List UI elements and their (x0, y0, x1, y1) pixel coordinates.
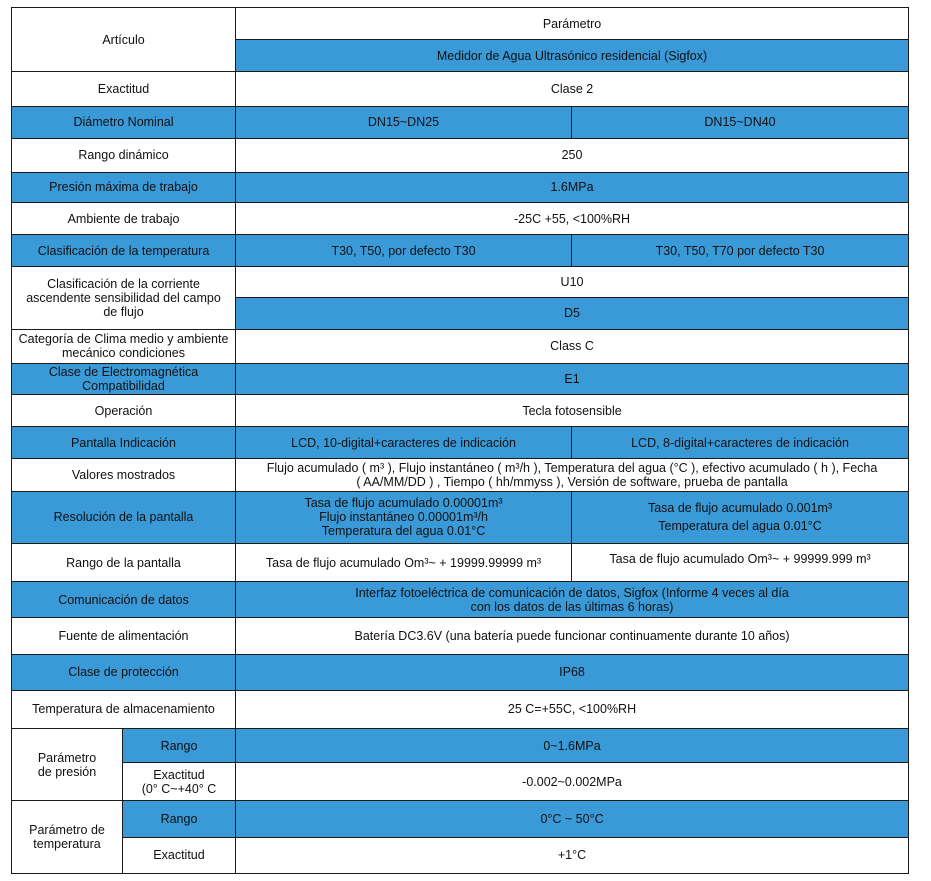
value-resolucion-a-line-2: Flujo instantáneo 0.00001m³/h (319, 510, 488, 525)
value-clasif-temp-a: T30, T50, por defecto T30 (236, 235, 572, 267)
value-rango-pantalla-a: Tasa de flujo acumulado Om³~ + 19999.99999 m³ (236, 543, 572, 581)
label-clima (12, 329, 236, 363)
value-fuente: Batería DC3.6V (una batería puede funcionar continuamente durante 10 años) (236, 618, 909, 654)
label-ambiente: Ambiente de trabajo (12, 203, 236, 235)
value-valores-line-1: Flujo acumulado ( m³ ), Flujo instantáneo ( m³/h ), Temperatura del agua (°C ), efectivo acumulado ( h ), Fecha (266, 461, 878, 476)
label-clasif-corriente-line-3: de flujo (103, 305, 144, 320)
value-diametro-a: DN15~DN25 (236, 106, 572, 138)
label-resolucion: Resolución de la pantalla (12, 491, 236, 543)
value-resolucion-b-line-1: Tasa de flujo acumulado 0.001m³ (647, 501, 833, 516)
label-presion-max: Presión máxima de trabajo (12, 172, 236, 202)
label-temp-exactitud: Exactitud (123, 837, 236, 873)
value-resolucion-a-line-1: Tasa de flujo acumulado 0.00001m³ (304, 496, 503, 511)
label-fuente: Fuente de alimentación (12, 618, 236, 654)
value-resolucion-a (236, 491, 572, 543)
value-rango-pantalla-b: Tasa de flujo acumulado Om³~ + 99999.999 m³ (572, 543, 909, 581)
spec-table (11, 7, 909, 874)
label-diametro: Diámetro Nominal (12, 106, 236, 138)
label-clasif-corriente-line-1: Clasificación de la corriente (47, 277, 200, 292)
value-comunicacion (236, 582, 909, 618)
label-exactitud: Exactitud (12, 72, 236, 106)
value-valores-line-2: ( AA/MM/DD ) , Tiempo ( hh/mmyss ), Versión de software, prueba de pantalla (356, 475, 788, 490)
label-electromag (12, 363, 236, 394)
value-temp-rango: 0°C ~ 50°C (236, 801, 909, 837)
label-presion-exactitud (123, 763, 236, 801)
label-electromag-line-2: Compatibilidad (82, 379, 165, 394)
label-proteccion: Clase de protección (12, 654, 236, 690)
label-clima-line-2: mecánico condiciones (62, 346, 185, 361)
label-param-temp-line-2: temperatura (33, 837, 101, 852)
value-clima: Class C (236, 329, 909, 363)
value-presion-exactitud: -0.002~0.002MPa (236, 763, 909, 801)
value-valores (236, 459, 909, 491)
label-clasif-temp: Clasificación de la temperatura (12, 235, 236, 267)
value-ambiente: -25C +55, <100%RH (236, 203, 909, 235)
label-param-presion-line-1: Parámetro (37, 750, 97, 765)
value-presion-rango: 0~1.6MPa (236, 728, 909, 762)
label-clasif-corriente-line-2: ascendente sensibilidad del campo (26, 291, 221, 306)
value-diametro-b: DN15~DN40 (572, 106, 909, 138)
value-resolucion-b-line-2: Temperatura del agua 0.01°C (658, 519, 822, 534)
label-param-presion-line-2: de presión (37, 764, 97, 779)
value-presion-max: 1.6MPa (236, 172, 909, 202)
label-electromag-line-1: Clase de Electromagnética (48, 365, 199, 380)
label-clasif-corriente (12, 267, 236, 329)
value-rango-dinamico: 250 (236, 138, 909, 172)
header-parametro: Parámetro (236, 8, 909, 40)
label-param-presion (12, 728, 123, 800)
value-clasif-corriente-d: D5 (236, 297, 909, 329)
label-param-temp-line-1: Parámetro de (29, 823, 105, 838)
label-rango-pantalla: Rango de la pantalla (12, 543, 236, 581)
value-temp-exactitud: +1°C (236, 837, 909, 873)
label-presion-exactitud-line-1: Exactitud (153, 767, 205, 782)
value-resolucion-b (572, 491, 909, 543)
value-clasif-temp-b: T30, T50, T70 por defecto T30 (572, 235, 909, 267)
label-presion-exactitud-line-2: (0° C~+40° C (141, 781, 217, 796)
header-product: Medidor de Agua Ultrasónico residencial (Sigfox) (236, 40, 909, 72)
label-temp-rango: Rango (123, 801, 236, 837)
label-temp-almac: Temperatura de almacenamiento (12, 690, 236, 728)
value-operacion: Tecla fotosensible (236, 395, 909, 427)
value-pantalla-ind-b: LCD, 8-digital+caracteres de indicación (572, 427, 909, 459)
value-clasif-corriente-u: U10 (236, 267, 909, 297)
label-operacion: Operación (12, 395, 236, 427)
header-articulo: Artículo (12, 8, 236, 72)
value-resolucion-a-line-3: Temperatura del agua 0.01°C (321, 524, 486, 539)
label-comunicacion: Comunicación de datos (12, 582, 236, 618)
label-pantalla-ind: Pantalla Indicación (12, 427, 236, 459)
value-electromag: E1 (236, 363, 909, 394)
value-exactitud: Clase 2 (236, 72, 909, 106)
value-temp-almac: 25 C=+55C, <100%RH (236, 690, 909, 728)
value-comunicacion-line-1: Interfaz fotoeléctrica de comunicación de datos, Sigfox (Informe 4 veces al día (355, 585, 789, 600)
label-rango-dinamico: Rango dinámico (12, 138, 236, 172)
value-proteccion: IP68 (236, 654, 909, 690)
label-presion-rango: Rango (123, 728, 236, 762)
value-pantalla-ind-a: LCD, 10-digital+caracteres de indicación (236, 427, 572, 459)
value-comunicacion-line-2: con los datos de las últimas 6 horas) (470, 599, 674, 614)
label-valores: Valores mostrados (12, 459, 236, 491)
label-param-temp (12, 801, 123, 874)
label-clima-line-1: Categoría de Clima medio y ambiente (18, 332, 229, 347)
